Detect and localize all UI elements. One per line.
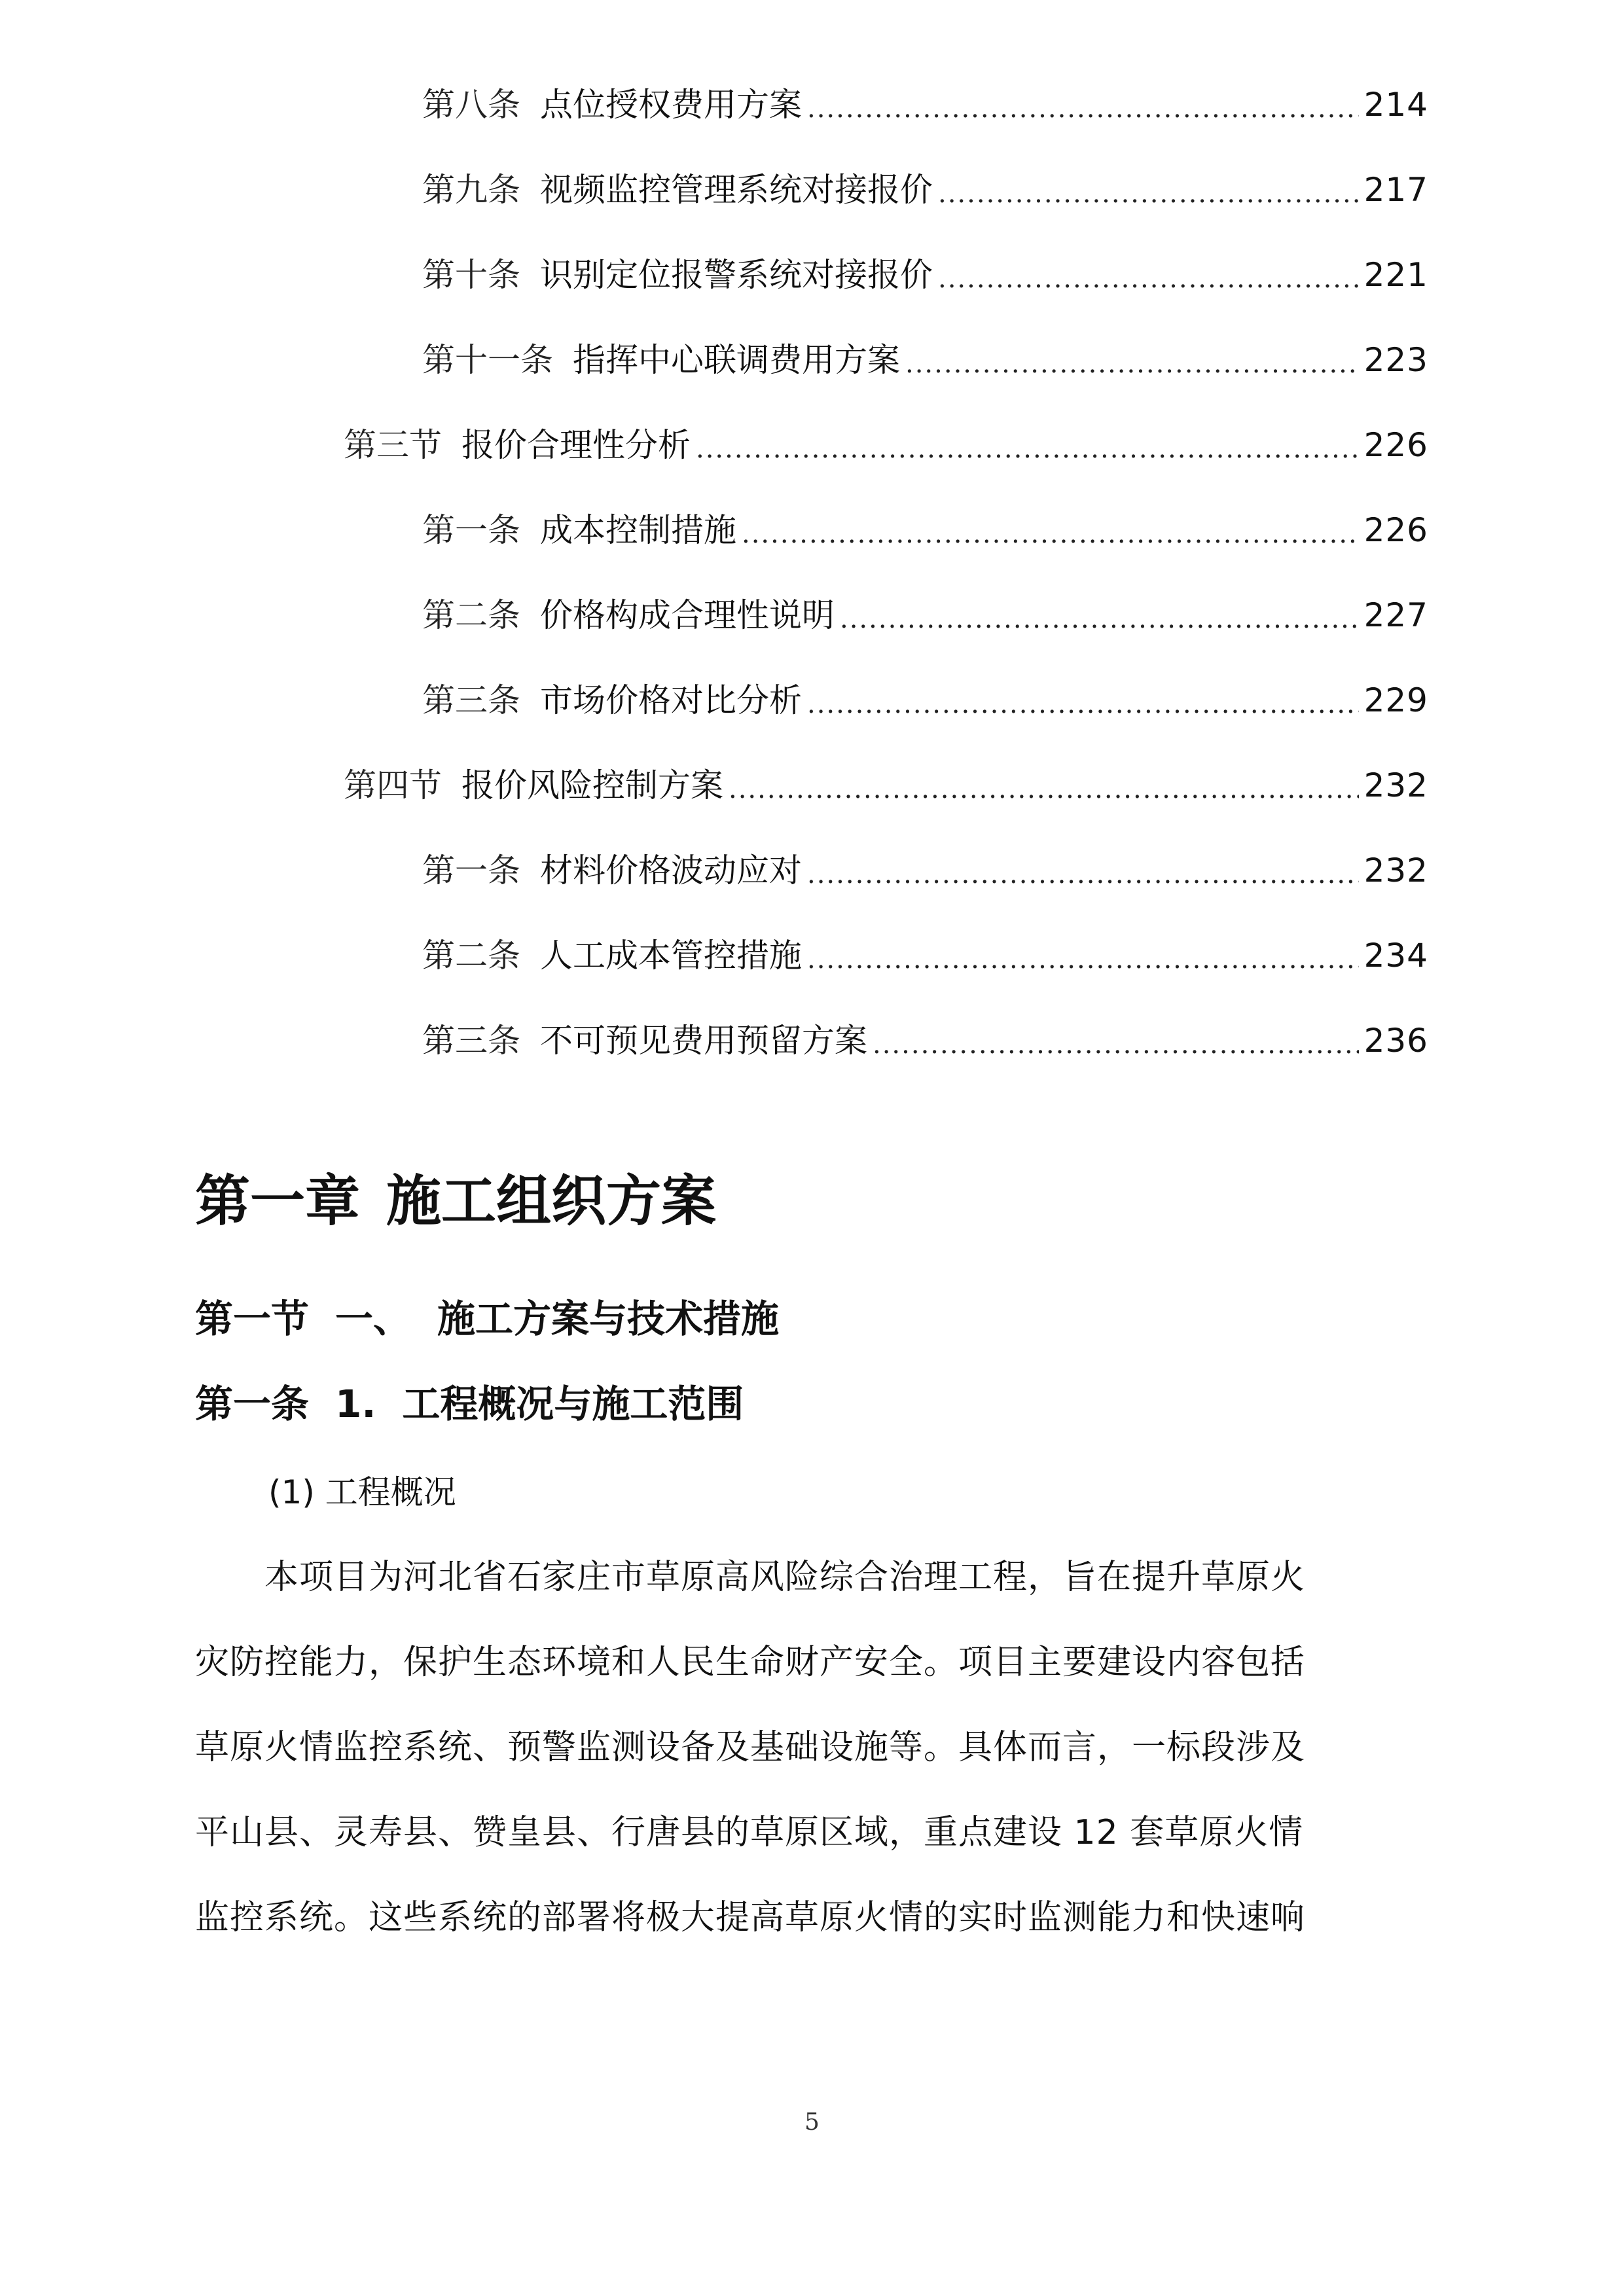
toc-entry-page: 229	[1363, 681, 1428, 719]
toc-entry-label: 第十条	[422, 256, 520, 294]
toc-entry[interactable]	[422, 929, 1428, 982]
toc-entry-title: 指挥中心联调费用方案	[573, 341, 900, 379]
toc-entry-label: 第八条	[422, 86, 520, 124]
toc-entry-page: 236	[1363, 1022, 1428, 1060]
toc-entry-label: 第二条	[422, 596, 520, 634]
toc-entry-title: 视频监控管理系统对接报价	[540, 171, 933, 209]
toc-entry-label: 第三节	[344, 426, 442, 464]
toc-entry[interactable]	[344, 759, 1428, 812]
toc-dot-leader	[938, 257, 1359, 301]
chapter-label: 第一章	[195, 1169, 361, 1233]
toc-dot-leader	[807, 86, 1359, 131]
paragraph-line: 草原火情监控系统、预警监测设备及基础设施等。具体而言，一标段涉及	[195, 1728, 1306, 1767]
paragraph-line: 监控系统。这些系统的部署将极大提高草原火情的实时监测能力和快速响	[195, 1898, 1306, 1937]
article-title: 工程概况与施工范围	[402, 1382, 744, 1426]
toc-entry-title: 不可预见费用预留方案	[540, 1022, 867, 1060]
toc-entry-title: 识别定位报警系统对接报价	[540, 256, 933, 294]
toc-dot-leader	[696, 427, 1359, 471]
chapter-title: 施工组织方案	[386, 1169, 717, 1233]
chapter-heading	[195, 1165, 716, 1237]
paragraph-line: 灾防控能力，保护生态环境和人民生命财产安全。项目主要建设内容包括	[195, 1643, 1306, 1682]
toc-entry-title: 点位授权费用方案	[540, 86, 802, 124]
toc-entry-label: 第三条	[422, 1022, 520, 1060]
toc-dot-leader	[807, 937, 1359, 982]
article-label: 第一条	[195, 1382, 310, 1426]
toc-entry-title: 市场价格对比分析	[540, 681, 802, 719]
section-number: 一、	[335, 1297, 412, 1341]
toc-entry-page: 227	[1363, 596, 1428, 634]
toc-dot-leader	[807, 682, 1359, 726]
toc-entry[interactable]	[422, 79, 1428, 131]
toc-entry-page: 223	[1363, 341, 1428, 379]
toc-entry[interactable]	[422, 249, 1428, 301]
toc-entry-title: 价格构成合理性说明	[540, 596, 835, 634]
toc-dot-leader	[938, 171, 1359, 216]
toc-entry-page: 214	[1363, 86, 1428, 124]
toc-entry-title: 人工成本管控措施	[540, 937, 802, 975]
toc-entry[interactable]	[344, 419, 1428, 471]
toc-entry-page: 226	[1363, 426, 1428, 464]
paragraph-line: 本项目为河北省石家庄市草原高风险综合治理工程，旨在提升草原火	[195, 1558, 1306, 1597]
toc-entry-title: 成本控制措施	[540, 511, 736, 549]
toc-entry-label: 第四节	[344, 766, 442, 804]
subheading: (1) 工程概况	[268, 1473, 456, 1511]
toc-entry-page: 232	[1363, 852, 1428, 889]
toc-entry[interactable]	[422, 844, 1428, 897]
toc-entry-title: 报价风险控制方案	[461, 766, 723, 804]
toc-dot-leader	[873, 1022, 1359, 1067]
toc-dot-leader	[905, 342, 1359, 386]
toc-entry-label: 第一条	[422, 852, 520, 889]
toc-entry[interactable]	[422, 674, 1428, 726]
section-label: 第一节	[195, 1297, 310, 1341]
toc-entry-page: 234	[1363, 937, 1428, 975]
toc-entry[interactable]	[422, 504, 1428, 556]
toc-entry-label: 第二条	[422, 937, 520, 975]
toc-entry-title: 报价合理性分析	[461, 426, 691, 464]
toc-entry[interactable]	[422, 589, 1428, 641]
toc-entry-label: 第三条	[422, 681, 520, 719]
article-heading	[195, 1378, 744, 1430]
toc-entry[interactable]	[422, 164, 1428, 216]
section-heading	[195, 1293, 779, 1345]
toc-entry-page: 221	[1363, 256, 1428, 294]
toc-entry-label: 第一条	[422, 511, 520, 549]
toc-entry-label: 第十一条	[422, 341, 553, 379]
toc-dot-leader	[840, 597, 1359, 641]
toc-entry-page: 226	[1363, 511, 1428, 549]
toc-dot-leader	[742, 512, 1359, 556]
section-title: 施工方案与技术措施	[437, 1297, 780, 1341]
page-number: 5	[804, 2109, 820, 2136]
toc-entry[interactable]	[422, 1014, 1428, 1067]
toc-dot-leader	[729, 767, 1359, 812]
toc-entry-label: 第九条	[422, 171, 520, 209]
toc-dot-leader	[807, 852, 1359, 897]
toc-entry-page: 217	[1363, 171, 1428, 209]
article-number: 1.	[335, 1382, 376, 1426]
toc-entry-page: 232	[1363, 766, 1428, 804]
paragraph-line: 平山县、灵寿县、赞皇县、行唐县的草原区域，重点建设 12 套草原火情	[195, 1813, 1304, 1852]
toc-entry-title: 材料价格波动应对	[540, 852, 802, 889]
toc-entry[interactable]	[422, 334, 1428, 386]
